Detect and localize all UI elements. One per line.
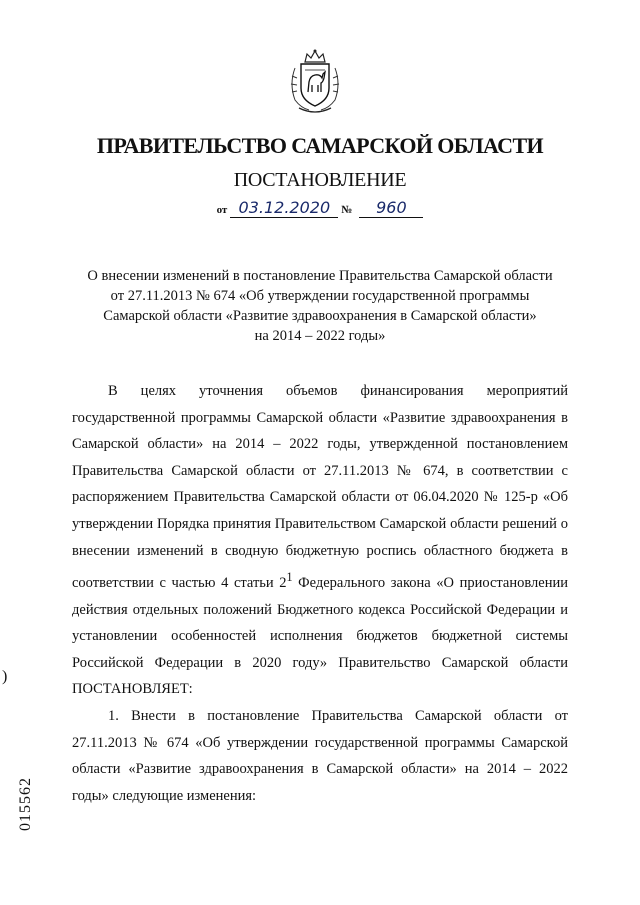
- coat-of-arms-icon: [287, 48, 343, 116]
- item-1-paragraph: 1. Внести в постановление Правительства Самарской области от 27.11.2013 № 674 «Об утверждении государственной программы Самарской области «Развитие здравоохранения в Самарской области» на 2014 – 2022 годы» следующие изменения:: [72, 707, 568, 804]
- handwritten-number: 960: [359, 198, 423, 218]
- subject-line: на 2014 – 2022 годы»: [254, 328, 386, 344]
- subject-line: от 27.11.2013 № 674 «Об утверждении государственной программы: [110, 288, 530, 304]
- organization-title: ПРАВИТЕЛЬСТВО САМАРСКОЙ ОБЛАСТИ: [96, 133, 544, 158]
- preamble-paragraph: В целях уточнения объемов финансирования мероприятий государственной программы Самарской области «Развитие здравоохранения в Самарской области» на 2014 – 2022 годы, утвержденной постановлением Правительства Самарской области от 27.11.2013 № 674, в соответствии с распоряжением Правительства Самарской области от 06.04.2020 № 125-р «Об утверждении Порядка принятия Правительством Самарской области решений о внесении изменений в сводную бюджетную роспись областного бюджета в соответствии с частью 4 статьи $2^1$ Федерального закона «О приостановлении действия отдельных положений Бюджетного кодекса Российской Федерации и установлении особенностей исполнения бюджетов бюджетной системы Российской Федерации в 2020 году» Правительство Самарской области ПОСТАНОВЛЯЕТ:: [72, 383, 568, 698]
- subject-line: Самарской области «Развитие здравоохранения в Самарской области»: [103, 308, 537, 324]
- number-label: №: [341, 204, 353, 216]
- margin-mark: ): [2, 668, 8, 685]
- superscript: 1: [286, 570, 293, 585]
- date-number-line: [0, 198, 640, 218]
- handwritten-date: 03.12.2020: [230, 198, 338, 218]
- serial-number-stamp: 015562: [17, 777, 34, 831]
- document-type: ПОСТАНОВЛЕНИЕ: [233, 169, 407, 191]
- document-body: [72, 378, 568, 809]
- document-subject: [60, 266, 580, 346]
- date-label: от: [216, 204, 228, 216]
- subject-line: О внесении изменений в постановление Правительства Самарской области: [87, 268, 553, 284]
